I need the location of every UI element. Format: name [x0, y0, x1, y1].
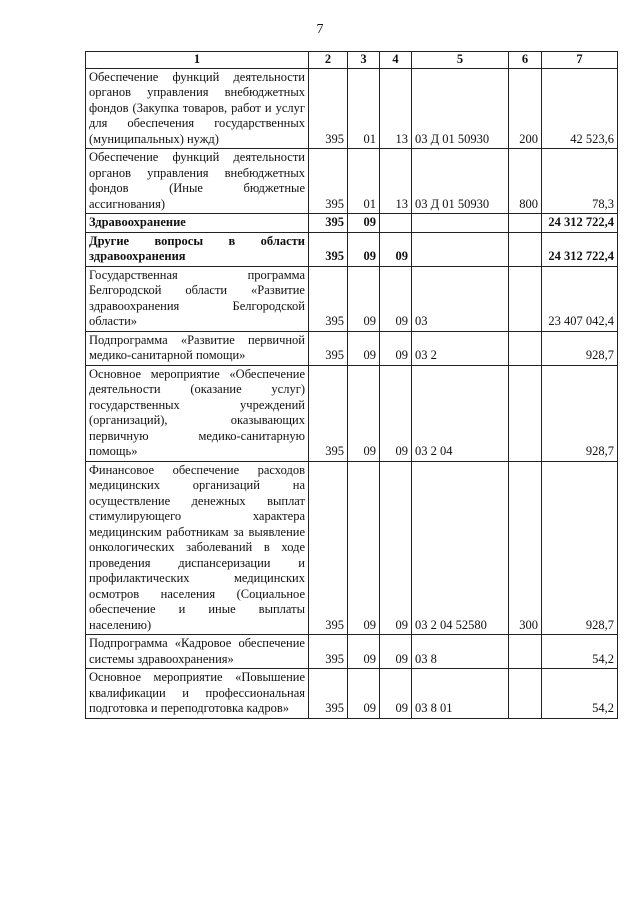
row-gr-cell: 395	[309, 331, 348, 365]
row-sum-cell: 78,3	[542, 149, 618, 214]
row-pr-cell: 09	[380, 669, 412, 719]
row-csr-cell: 03	[412, 266, 509, 331]
row-pr-cell: 09	[380, 461, 412, 635]
row-csr-cell	[412, 232, 509, 266]
table-row	[86, 635, 618, 669]
row-vr-cell	[509, 331, 542, 365]
row-pr-cell: 09	[380, 232, 412, 266]
row-sum-cell: 54,2	[542, 669, 618, 719]
row-name-cell: Основное мероприятие «Обеспечение деятельности (оказание услуг) государственных учреждений (организаций), оказывающих первичную медико-санитарную помощь»	[86, 365, 309, 461]
row-vr-cell	[509, 635, 542, 669]
row-sum-cell: 928,7	[542, 461, 618, 635]
row-name-cell: Государственная программа Белгородской области «Развитие здравоохранения Белгородской области»	[86, 266, 309, 331]
header-col-7: 7	[542, 52, 618, 69]
row-csr-cell: 03 2 04	[412, 365, 509, 461]
row-name-cell: Обеспечение функций деятельности органов управления внебюджетных фондов (Закупка товаров, работ и услуг для обеспечения государственных (муниципальных) нужд)	[86, 68, 309, 149]
table-header	[86, 52, 618, 69]
row-vr-cell: 300	[509, 461, 542, 635]
row-sum-cell: 928,7	[542, 365, 618, 461]
table-row	[86, 365, 618, 461]
row-vr-cell	[509, 232, 542, 266]
row-csr-cell: 03 Д 01 50930	[412, 68, 509, 149]
row-gr-cell: 395	[309, 149, 348, 214]
header-col-6: 6	[509, 52, 542, 69]
header-col-1: 1	[86, 52, 309, 69]
header-col-4: 4	[380, 52, 412, 69]
row-vr-cell	[509, 669, 542, 719]
table-row	[86, 266, 618, 331]
row-sum-cell: 24 312 722,4	[542, 232, 618, 266]
row-sum-cell: 23 407 042,4	[542, 266, 618, 331]
row-pr-cell: 13	[380, 68, 412, 149]
row-vr-cell	[509, 214, 542, 233]
header-col-5: 5	[412, 52, 509, 69]
row-name-cell: Финансовое обеспечение расходов медицинских организаций на осуществление денежных выплат стимулирующего характера медицинским работникам за выявление онкологических заболеваний в ходе проведения диспансеризации и профилактических медицинских осмотров населения (Социальное обеспечение и иные выплаты населению)	[86, 461, 309, 635]
row-gr-cell: 395	[309, 365, 348, 461]
row-rz-cell: 09	[348, 365, 380, 461]
row-sum-cell: 24 312 722,4	[542, 214, 618, 233]
row-vr-cell: 200	[509, 68, 542, 149]
table-row	[86, 214, 618, 233]
row-csr-cell: 03 8	[412, 635, 509, 669]
row-pr-cell: 09	[380, 266, 412, 331]
table-row	[86, 669, 618, 719]
row-gr-cell: 395	[309, 266, 348, 331]
row-rz-cell: 09	[348, 214, 380, 233]
row-vr-cell	[509, 266, 542, 331]
row-csr-cell	[412, 214, 509, 233]
row-name-cell: Обеспечение функций деятельности органов управления внебюджетных фондов (Иные бюджетные ассигнования)	[86, 149, 309, 214]
row-vr-cell	[509, 365, 542, 461]
row-gr-cell: 395	[309, 232, 348, 266]
budget-table	[85, 51, 618, 719]
page-number: 7	[316, 22, 324, 37]
row-pr-cell	[380, 214, 412, 233]
table-body	[86, 68, 618, 718]
row-pr-cell: 13	[380, 149, 412, 214]
header-row	[86, 52, 618, 69]
row-csr-cell: 03 2 04 52580	[412, 461, 509, 635]
row-sum-cell: 928,7	[542, 331, 618, 365]
row-gr-cell: 395	[309, 635, 348, 669]
row-name-cell: Подпрограмма «Кадровое обеспечение системы здравоохранения»	[86, 635, 309, 669]
row-rz-cell: 09	[348, 635, 380, 669]
row-sum-cell: 42 523,6	[542, 68, 618, 149]
row-pr-cell: 09	[380, 331, 412, 365]
table-row	[86, 232, 618, 266]
row-rz-cell: 09	[348, 266, 380, 331]
row-gr-cell: 395	[309, 669, 348, 719]
row-gr-cell: 395	[309, 68, 348, 149]
row-rz-cell: 01	[348, 68, 380, 149]
header-col-2: 2	[309, 52, 348, 69]
row-name-cell: Здравоохранение	[86, 214, 309, 233]
row-rz-cell: 09	[348, 461, 380, 635]
row-vr-cell: 800	[509, 149, 542, 214]
row-pr-cell: 09	[380, 365, 412, 461]
row-rz-cell: 09	[348, 232, 380, 266]
table-row	[86, 461, 618, 635]
row-csr-cell: 03 2	[412, 331, 509, 365]
row-sum-cell: 54,2	[542, 635, 618, 669]
row-name-cell: Основное мероприятие «Повышение квалификации и профессиональная подготовка и переподготовка кадров»	[86, 669, 309, 719]
row-rz-cell: 01	[348, 149, 380, 214]
table-row	[86, 68, 618, 149]
row-rz-cell: 09	[348, 331, 380, 365]
row-pr-cell: 09	[380, 635, 412, 669]
row-name-cell: Другие вопросы в области здравоохранения	[86, 232, 309, 266]
table-row	[86, 149, 618, 214]
row-name-cell: Подпрограмма «Развитие первичной медико-санитарной помощи»	[86, 331, 309, 365]
row-gr-cell: 395	[309, 214, 348, 233]
row-rz-cell: 09	[348, 669, 380, 719]
row-csr-cell: 03 Д 01 50930	[412, 149, 509, 214]
header-col-3: 3	[348, 52, 380, 69]
row-csr-cell: 03 8 01	[412, 669, 509, 719]
row-gr-cell: 395	[309, 461, 348, 635]
table-row	[86, 331, 618, 365]
